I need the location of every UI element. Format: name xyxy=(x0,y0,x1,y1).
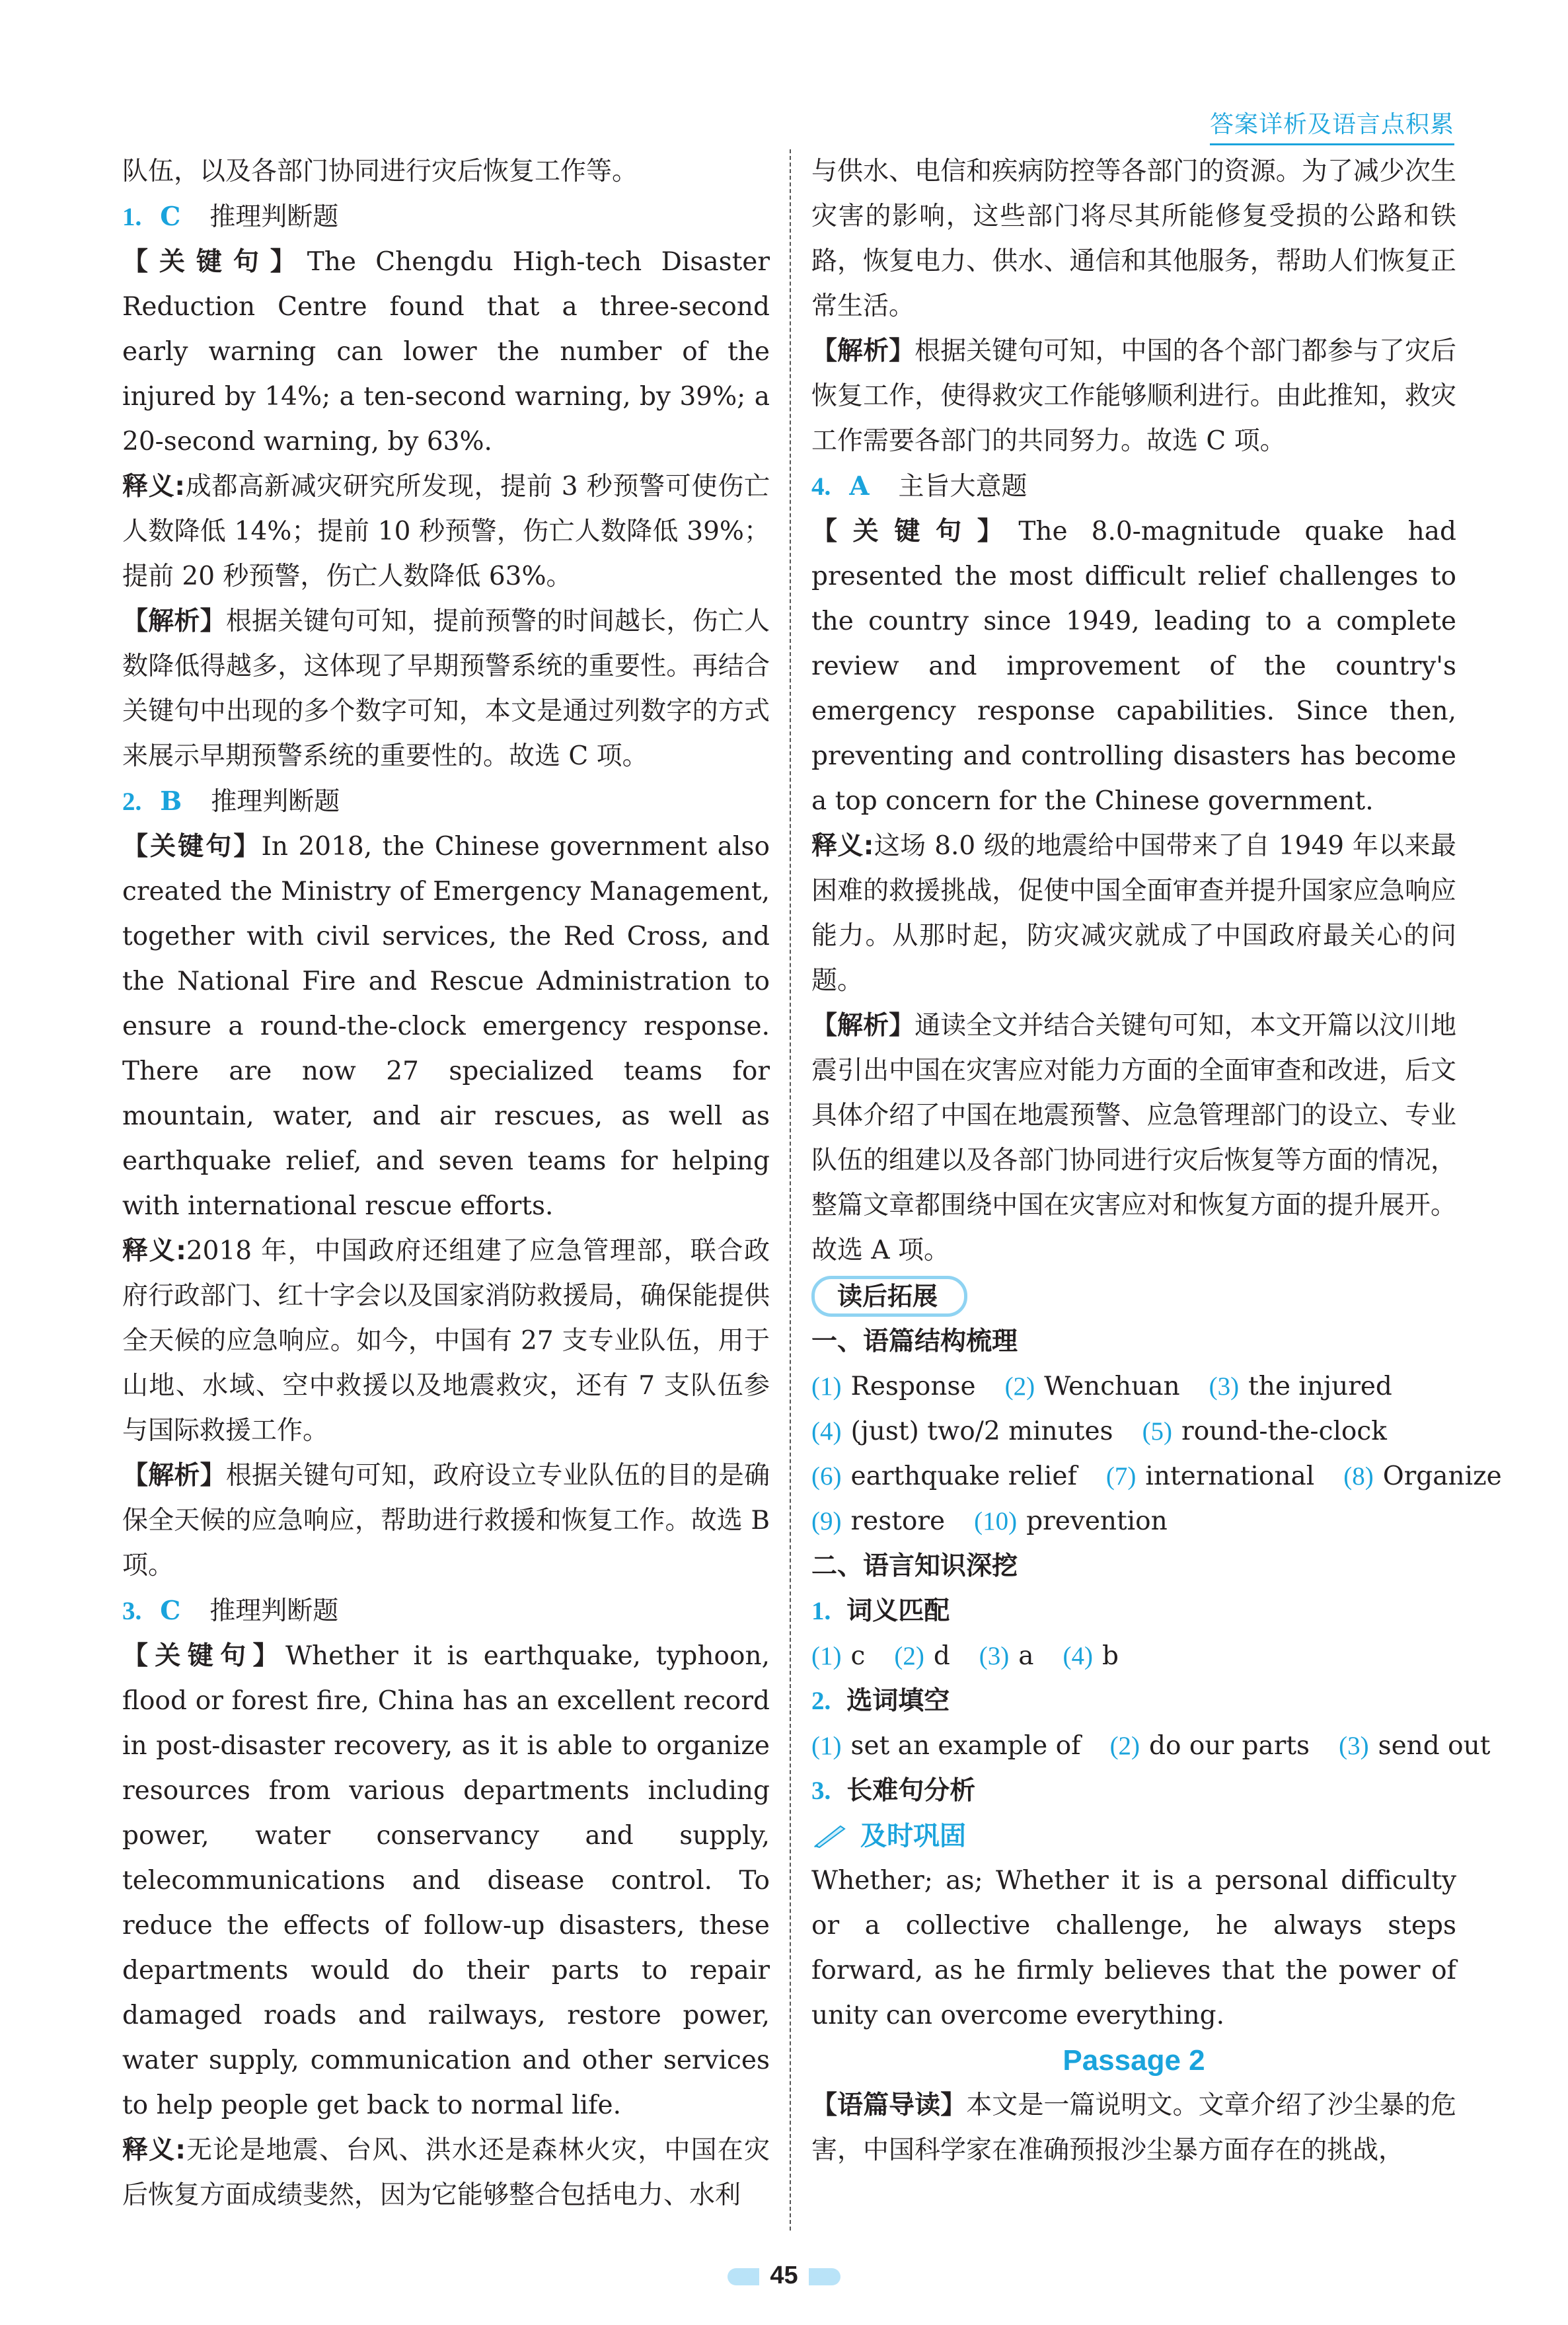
text-paragraph xyxy=(122,240,770,464)
badge-row xyxy=(811,1273,1456,1319)
section-badge: 读后拓展 xyxy=(811,1276,967,1317)
answer-row xyxy=(811,1724,1491,1769)
answer-number: (9) xyxy=(811,1507,842,1535)
left-column xyxy=(122,149,770,2218)
paragraph-label: 【关键句】 xyxy=(122,832,262,862)
paragraph-text: The Chengdu High-tech Disaster Reduction Centre found that a three-second early warning can lower the number of the injured by 14%; a ten-second warning, by 39%; a 20-second warning, by 63%. xyxy=(122,247,770,457)
question-heading xyxy=(122,779,770,825)
text-paragraph xyxy=(122,825,770,1229)
answer-number: (5) xyxy=(1142,1417,1173,1446)
answer-number: (6) xyxy=(811,1462,842,1491)
answer-item xyxy=(1106,1461,1314,1491)
answer-text: international xyxy=(1145,1461,1315,1491)
paragraph-text: 这场 8.0 级的地震给中国带来了自 1949 年以来最困难的救援挑战，促使中国全面审查并提升国家应急响应能力。从那时起，防灾减灾就成了中国政府最关心的问题。 xyxy=(811,831,1456,996)
answer-number: (7) xyxy=(1105,1462,1137,1491)
answer-item xyxy=(1110,1731,1310,1761)
question-heading xyxy=(122,194,770,240)
passage-title: Passage 2 xyxy=(1063,2044,1205,2077)
answer-number: (1) xyxy=(811,1732,842,1760)
answer-text: Response xyxy=(850,1372,976,1401)
answer-row xyxy=(811,1454,1502,1499)
answer-text: Wenchuan xyxy=(1044,1372,1180,1401)
subsection-number: 2. xyxy=(811,1687,831,1715)
text-paragraph xyxy=(811,1859,1456,2038)
paragraph-text: 无论是地震、台风、洪水还是森林火灾，中国在灾后恢复方面成绩斐然，因为它能够整合包括电力、水利 xyxy=(122,2135,770,2210)
section-header: 答案详析及语言点积累 xyxy=(1210,106,1454,145)
text-paragraph xyxy=(811,1004,1456,1273)
question-number: 4. xyxy=(811,472,831,501)
answer-number: (2) xyxy=(1004,1372,1035,1401)
question-heading xyxy=(122,1588,770,1634)
paragraph-label: 【关键句】 xyxy=(122,1641,285,1671)
subsection-number: 1. xyxy=(811,1597,831,1625)
answer-text: restore xyxy=(850,1506,946,1536)
answer-text: the injured xyxy=(1248,1372,1392,1401)
consolidate-heading xyxy=(811,1814,1456,1859)
answer-item xyxy=(1005,1372,1180,1401)
page-footer xyxy=(0,2260,1568,2291)
answer-text: round-the-clock xyxy=(1181,1417,1387,1446)
answer-number: (2) xyxy=(1109,1732,1140,1760)
question-answer: A xyxy=(849,471,870,501)
answer-item xyxy=(811,1506,945,1536)
answer-item xyxy=(1063,1641,1119,1671)
answer-number: (10) xyxy=(974,1507,1018,1535)
text-paragraph xyxy=(811,2083,1456,2173)
answer-item xyxy=(811,1641,865,1671)
answer-number: (8) xyxy=(1343,1462,1374,1491)
answer-number: (4) xyxy=(811,1417,842,1446)
answer-number: (3) xyxy=(1339,1732,1369,1760)
answer-item xyxy=(974,1506,1168,1536)
text-paragraph xyxy=(122,2128,770,2218)
answer-text: c xyxy=(850,1641,866,1671)
answer-text: do our parts xyxy=(1149,1731,1310,1761)
text-paragraph xyxy=(122,464,770,599)
answer-text: d xyxy=(933,1641,950,1671)
answer-item xyxy=(811,1372,976,1401)
answer-item xyxy=(811,1417,1113,1446)
question-number: 2. xyxy=(122,788,142,816)
subsection-title: 词义匹配 xyxy=(846,1596,950,1626)
question-number: 3. xyxy=(122,1597,142,1625)
paragraph-text: 根据关键句可知，提前预警的时间越长，伤亡人数降低得越多，这体现了早期预警系统的重要性。再结合关键句中出现的多个数字可知，本文是通过列数字的方式来展示早期预警系统的重要性的。故选 C 项。 xyxy=(122,607,770,771)
paragraph-label: 【解析】 xyxy=(811,336,915,366)
paragraph-text: In 2018, the Chinese government also created the Ministry of Emergency Management, together with civil services, the Red Cross, and the National Fire and Rescue Administration to ensure a round-the-clock emergency response. There are now 27 specialized teams for mountain, water, and air rescues, as well as earthquake relief, and seven teams for helping with international rescue efforts. xyxy=(122,832,770,1221)
answer-item xyxy=(1339,1731,1490,1761)
paragraph-label: 【解析】 xyxy=(122,1461,226,1491)
section-heading: 二、语言知识深挖 xyxy=(811,1551,1018,1581)
question-type: 推理判断题 xyxy=(209,1596,339,1626)
answer-row xyxy=(811,1499,1456,1544)
answer-item xyxy=(1343,1461,1502,1491)
answer-number: (2) xyxy=(894,1642,924,1670)
answer-number: (3) xyxy=(1209,1372,1240,1401)
consolidate-title: 及时巩固 xyxy=(860,1821,966,1851)
paragraph-text: Whether it is earthquake, typhoon, flood or forest fire, China has an excellent record in post-disaster recovery, as it is able to organize resources from various departments including power, water conservancy and supply, telecommunications and disease control. To reduce the effects of follow-up disasters, these departments would do their parts to repair damaged roads and railways, restore power, water supply, communication and other services to help people get back to normal life. xyxy=(122,1641,770,2120)
question-type: 推理判断题 xyxy=(209,202,339,232)
text-paragraph xyxy=(122,1229,770,1454)
paragraph-label: 释义: xyxy=(122,2135,186,2165)
right-column xyxy=(811,149,1502,2173)
page-number: 45 xyxy=(770,2262,798,2289)
paragraph-text: 根据关键句可知，政府设立专业队伍的目的是确保全天候的应急响应，帮助进行救援和恢复工作。故选 B 项。 xyxy=(122,1461,770,1580)
answer-item xyxy=(811,1461,1077,1491)
answer-text: prevention xyxy=(1026,1506,1168,1536)
subsection-heading xyxy=(811,1589,1456,1634)
paragraph-label: 【语篇导读】 xyxy=(811,2090,967,2120)
answer-text: earthquake relief xyxy=(850,1461,1077,1491)
text-paragraph xyxy=(811,329,1456,464)
paragraph-text: The 8.0-magnitude quake had presented the most difficult relief challenges to the country since 1949, leading to a complete review and improvement of the country's emergency response capabilities. Since then, preventing and controlling disasters has become a top concern for the Chinese government. xyxy=(811,517,1456,816)
answer-item xyxy=(811,1731,1081,1761)
text-paragraph xyxy=(811,824,1456,1004)
answer-number: (4) xyxy=(1063,1642,1094,1670)
paragraph-text: 与供水、电信和疾病防控等各部门的资源。为了减少次生灾害的影响，这些部门将尽其所能修复受损的公路和铁路，恢复电力、供水、通信和其他服务，帮助人们恢复正常生活。 xyxy=(811,157,1456,321)
answer-text: (just) two/2 minutes xyxy=(850,1417,1113,1446)
paragraph-text: 成都高新减灾研究所发现，提前 3 秒预警可使伤亡人数降低 14%；提前 10 秒预警，伤亡人数降低 39%；提前 20 秒预警，伤亡人数降低 63%。 xyxy=(122,472,770,591)
text-paragraph xyxy=(122,149,770,194)
answer-number: (3) xyxy=(979,1642,1010,1670)
subsection-number: 3. xyxy=(811,1777,831,1805)
answer-text: b xyxy=(1102,1641,1119,1671)
section-heading: 一、语篇结构梳理 xyxy=(811,1327,1018,1356)
answer-item xyxy=(894,1641,950,1671)
answer-text: send out xyxy=(1378,1731,1491,1761)
answer-item xyxy=(979,1641,1034,1671)
paragraph-text: 通读全文并结合关键句可知，本文开篇以汶川地震引出中国在灾害应对能力方面的全面审查和改进，后文具体介绍了中国在地震预警、应急管理部门的设立、专业队伍的组建以及各部门协同进行灾后恢复等方面的情况，整篇文章都围绕中国在灾害应对和恢复方面的提升展开。故选 A 项。 xyxy=(811,1011,1456,1265)
text-paragraph xyxy=(122,1454,770,1588)
page-bar-left xyxy=(728,2268,759,2285)
question-answer: B xyxy=(160,786,182,817)
question-answer: C xyxy=(160,202,181,232)
question-number: 1. xyxy=(122,203,142,231)
text-paragraph xyxy=(811,509,1456,824)
question-answer: C xyxy=(160,1596,181,1626)
paragraph-text: 2018 年，中国政府还组建了应急管理部，联合政府行政部门、红十字会以及国家消防救援局，确保能提供全天候的应急响应。如今，中国有 27 支专业队伍，用于山地、水域、空中救援以及地震救灾，还有 7 支队伍参与国际救援工作。 xyxy=(122,1236,770,1446)
paragraph-text: Whether; as; Whether it is a personal difficulty or a collective challenge, he always steps forward, as he firmly believes that the power of unity can overcome everything. xyxy=(811,1866,1456,2030)
paragraph-label: 【关键句】 xyxy=(122,247,307,277)
paragraph-label: 释义: xyxy=(122,1236,186,1266)
text-paragraph xyxy=(122,1634,770,2128)
paragraph-text: 根据关键句可知，中国的各个部门都参与了灾后恢复工作，使得救灾工作能够顺利进行。由此推知，救灾工作需要各部门的共同努力。故选 C 项。 xyxy=(811,336,1456,456)
paragraph-label: 【解析】 xyxy=(122,607,226,636)
answer-row xyxy=(811,1409,1456,1454)
paragraph-label: 【解析】 xyxy=(811,1011,915,1041)
question-type: 主旨大意题 xyxy=(898,472,1027,501)
subsection-heading xyxy=(811,1679,1456,1724)
answer-text: Organize xyxy=(1382,1461,1502,1491)
answer-item xyxy=(1142,1417,1387,1446)
page-bar-right xyxy=(809,2268,840,2285)
text-paragraph xyxy=(811,149,1456,329)
subsection-heading xyxy=(811,1769,1456,1814)
paragraph-label: 释义: xyxy=(811,831,874,861)
pen-icon xyxy=(811,1818,851,1844)
answer-number: (1) xyxy=(811,1642,842,1670)
paragraph-text: 队伍，以及各部门协同进行灾后恢复工作等。 xyxy=(122,157,638,186)
answer-text: a xyxy=(1018,1641,1034,1671)
answer-row xyxy=(811,1364,1456,1409)
column-divider xyxy=(790,149,791,2231)
answer-text: set an example of xyxy=(850,1731,1081,1761)
text-paragraph xyxy=(122,599,770,779)
paragraph-label: 【关键句】 xyxy=(811,517,1019,546)
paragraph-text: 本文是一篇说明文。文章介绍了沙尘暴的危害，中国科学家在准确预报沙尘暴方面存在的挑战， xyxy=(811,2090,1456,2165)
subsection-title: 选词填空 xyxy=(846,1686,950,1716)
question-type: 推理判断题 xyxy=(211,787,340,817)
subsection-title: 长难句分析 xyxy=(846,1776,976,1806)
answer-row xyxy=(811,1634,1456,1679)
question-heading xyxy=(811,464,1456,509)
answer-item xyxy=(1209,1372,1392,1401)
paragraph-label: 释义: xyxy=(122,472,186,501)
answer-number: (1) xyxy=(811,1372,842,1401)
